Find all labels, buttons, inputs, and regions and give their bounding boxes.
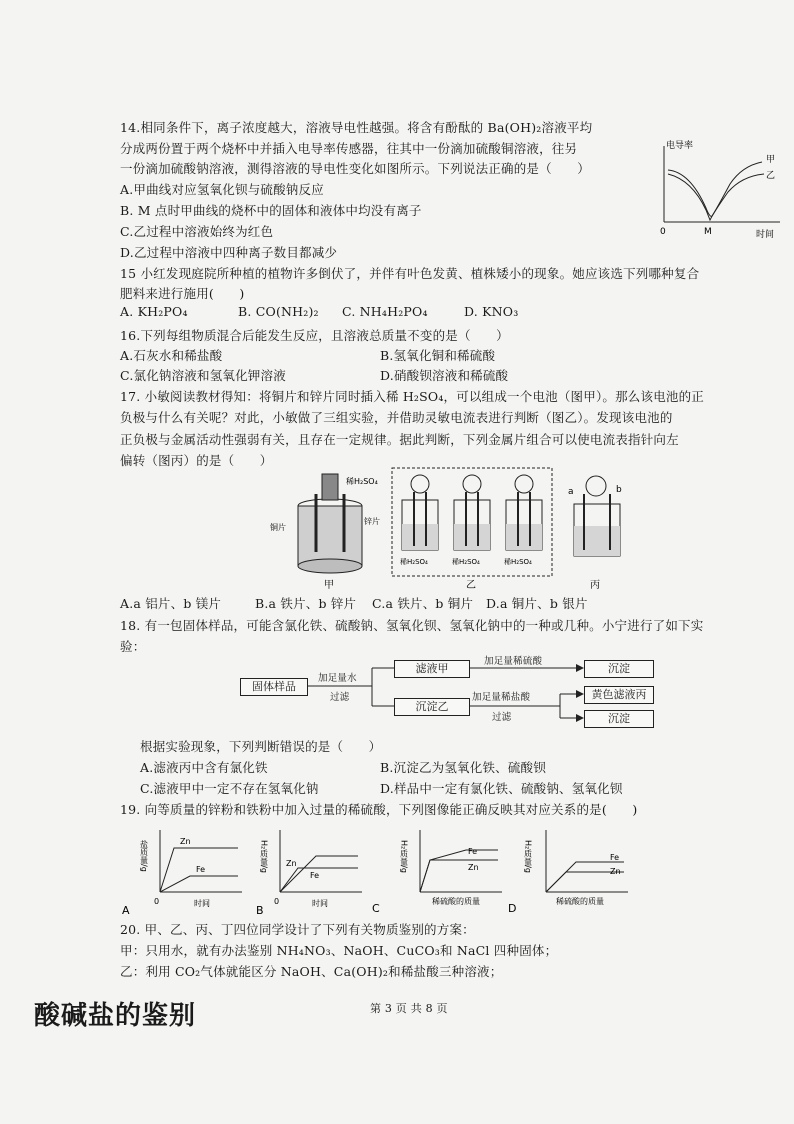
- q19-b-fe: Fe: [310, 871, 320, 880]
- q19-graph-c: [372, 830, 502, 915]
- q16-option-b: B.氢氧化铜和稀硫酸: [380, 348, 496, 363]
- q17-yi-acid-1: 稀H₂SO₄: [400, 558, 428, 566]
- q18-option-b: B.沉淀乙为氢氧化铁、硫酸钡: [380, 760, 546, 775]
- q19-line1: 19. 向等质量的锌粉和铁粉中加入过量的稀硫酸，下列图像能正确反映其对应关系的是( ): [120, 802, 638, 817]
- q19-c-xlabel: 稀硫酸的质量: [432, 897, 480, 906]
- q17-line4: 偏转（图丙）的是（ ）: [120, 453, 273, 468]
- q19-c-ylabel: H₂质量/g: [399, 840, 409, 873]
- q19-graph-b: [256, 830, 362, 917]
- q19-graph-d: [508, 830, 628, 915]
- q19-b-zn: Zn: [286, 859, 297, 868]
- q19-c-letter: C: [372, 902, 380, 915]
- q14-option-b: B. M 点时甲曲线的烧杯中的固体和液体中均没有离子: [120, 203, 422, 218]
- q15-line2: 肥料来进行施用( ): [120, 286, 245, 301]
- q18-line1: 18. 有一包固体样品，可能含氯化铁、硫酸钠、氢氧化钡、氢氧化钠中的一种或几种。小宁进行了如下实: [120, 618, 704, 633]
- q15-option-a: A. KH₂PO₄: [120, 304, 188, 319]
- q19-d-zn: Zn: [610, 867, 621, 876]
- q14-graph-ylabel: 电导率: [666, 141, 694, 151]
- q14-conductivity-graph: [650, 140, 790, 240]
- q17-yi-beaker-3: [504, 475, 542, 566]
- q16-line1: 16.下列每组物质混合后能发生反应，且溶液总质量不变的是（ ）: [120, 328, 509, 343]
- q17-fig-bing: 丙: [590, 580, 600, 591]
- q17-yi-acid-2: 稀H₂SO₄: [452, 558, 480, 566]
- q17-fig-acid-label: 稀H₂SO₄: [346, 477, 378, 486]
- q19-a-ylabel: 盐质量/g: [139, 840, 149, 872]
- q16-option-a: A.石灰水和稀盐酸: [120, 348, 223, 363]
- q14-option-d: D.乙过程中溶液中四种离子数目都减少: [120, 245, 338, 260]
- q18-box-filtrate-jia: 滤液甲: [394, 660, 470, 678]
- q15-option-d: D. KNO₃: [464, 304, 519, 319]
- q19-b-origin: 0: [274, 897, 280, 906]
- q19-d-ylabel: H₂质量/g: [523, 840, 533, 873]
- q17-fig-jia: 甲: [324, 580, 334, 591]
- q15-option-c: C. NH₄H₂PO₄: [342, 304, 428, 319]
- q19-a-origin: 0: [154, 897, 160, 906]
- q20-line1: 20. 甲、乙、丙、丁四位同学设计了下列有关物质鉴别的方案：: [120, 922, 475, 937]
- q20-line2: 甲：只用水，就有办法鉴别 NH₄NO₃、NaOH、CuCO₃和 NaCl 四种固体；: [120, 943, 558, 958]
- q17-line2: 负极与什么有关呢？对此，小敏做了三组实验，并借助灵敏电流表进行判断（图乙）。发现该电池的: [120, 410, 673, 425]
- q17-yi-acid-3: 稀H₂SO₄: [504, 558, 532, 566]
- q17-line3: 正负极与金属活动性强弱有关，且存在一定规律。据此判断，下列金属片组合可以使电流表指针向左: [120, 432, 679, 447]
- q14-graph-xlabel: 时间: [756, 230, 775, 240]
- q18-label-water: 加足量水: [318, 673, 357, 684]
- q14-line2: 分成两份置于两个烧杯中并插入电导率传感器，往其中一份滴加硫酸铜溶液，往另: [120, 141, 578, 156]
- q18-box-ppt3: 沉淀: [584, 710, 654, 728]
- q19-a-fe: Fe: [196, 865, 206, 874]
- q19-c-fe: Fe: [468, 847, 478, 856]
- q19-b-ylabel: H₂质量/g: [259, 840, 269, 873]
- q18-box-filtrate-bing: 黄色滤液丙: [584, 686, 654, 704]
- q14-option-a: A.甲曲线对应氢氧化钡与硫酸钠反应: [120, 182, 324, 197]
- q18-box-ppt-yi: 沉淀乙: [394, 698, 470, 716]
- q19-d-letter: D: [508, 902, 517, 915]
- q18-label-acid2: 加足量稀盐酸: [472, 692, 531, 703]
- q17-fig-cu-label: 铜片: [270, 523, 286, 532]
- q17-fig-yi: 乙: [466, 580, 476, 591]
- q19-b-xlabel: 时间: [312, 899, 328, 908]
- q17-fig-b: b: [616, 485, 622, 495]
- q14-option-c: C.乙过程中溶液始终为红色: [120, 224, 274, 239]
- q14-line1: 14.相同条件下，离子浓度越大，溶液导电性越强。将含有酚酞的 Ba(OH)₂溶液平均: [120, 120, 593, 135]
- q19-a-xlabel: 时间: [194, 899, 210, 908]
- q14-graph-origin: 0: [660, 227, 666, 237]
- q17-yi-beaker-1: [400, 475, 438, 566]
- q19-b-letter: B: [256, 904, 264, 917]
- q19-c-zn: Zn: [468, 863, 479, 872]
- q14-graph-series-jia: 甲: [766, 155, 776, 165]
- q18-box-ppt1: 沉淀: [584, 660, 654, 678]
- q17-option-c: C.a 铁片、b 铜片: [372, 596, 474, 611]
- q18-line2: 验：: [120, 639, 146, 654]
- q17-option-a: A.a 铝片、b 镁片: [120, 596, 222, 611]
- q19-d-xlabel: 稀硫酸的质量: [556, 897, 604, 906]
- q18-option-a: A.滤液丙中含有氯化铁: [140, 760, 268, 775]
- q16-option-c: C.氯化钠溶液和氢氧化钾溶液: [120, 368, 286, 383]
- q18-line3: 根据实验现象，下列判断错误的是（ ）: [140, 739, 382, 754]
- q16-option-d: D.硝酸钡溶液和稀硫酸: [380, 368, 509, 383]
- q17-line1: 17. 小敏阅读教材得知：将铜片和锌片同时插入稀 H₂SO₄，可以组成一个电池（图甲）。那么该电池的正: [120, 389, 705, 404]
- q15-line1: 15 小红发现庭院所种植的植物许多倒伏了，并伴有叶色发黄、植株矮小的现象。她应该选下列哪种复合: [120, 266, 700, 281]
- q18-label-filter2: 过滤: [492, 712, 512, 723]
- q18-option-c: C.滤液甲中一定不存在氢氧化钠: [140, 781, 319, 796]
- q14-line3: 一份滴加硫酸钠溶液，测得溶液的导电性变化如图所示。下列说法正确的是（ ）: [120, 161, 590, 176]
- q19-a-zn: Zn: [180, 837, 191, 846]
- q18-box-sample: 固体样品: [240, 678, 308, 696]
- q17-fig-a: a: [568, 487, 574, 497]
- q17-option-b: B.a 铁片、b 锌片: [255, 596, 357, 611]
- q18-label-acid1: 加足量稀硫酸: [484, 656, 543, 667]
- q17-fig-zn-label: 锌片: [364, 517, 380, 526]
- q20-line3: 乙：利用 CO₂气体就能区分 NaOH、Ca(OH)₂和稀盐酸三种溶液；: [120, 964, 503, 979]
- q19-d-fe: Fe: [610, 853, 620, 862]
- page-number: 第 3 页 共 8 页: [370, 1002, 448, 1015]
- q19-a-letter: A: [122, 904, 130, 917]
- q17-yi-beaker-2: [452, 475, 490, 566]
- q19-graph-a: [122, 830, 242, 917]
- q14-graph-series-yi: 乙: [766, 171, 776, 181]
- q14-graph-m: M: [704, 227, 712, 237]
- q17-option-d: D.a 铜片、b 银片: [486, 596, 588, 611]
- q17-battery-figure: [260, 464, 660, 594]
- q19-graphs: [110, 820, 730, 920]
- q18-option-d: D.样品中一定有氯化铁、硫酸钠、氢氧化钡: [380, 781, 623, 796]
- handwritten-note: 酸碱盐的鉴别: [34, 1001, 197, 1031]
- q15-option-b: B. CO(NH₂)₂: [238, 304, 319, 319]
- q18-label-filter1: 过滤: [330, 692, 350, 703]
